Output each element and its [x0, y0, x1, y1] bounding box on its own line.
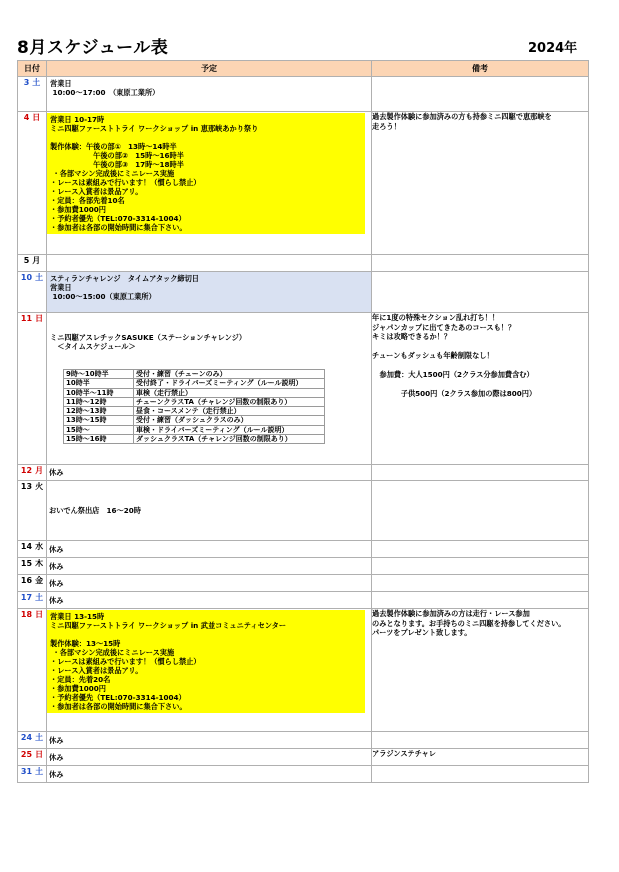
- plan-text: 休み: [49, 578, 64, 588]
- day-number: 12: [20, 466, 33, 476]
- date-cell: [18, 77, 47, 112]
- weekday: 木: [35, 559, 44, 569]
- date-cell: [18, 481, 47, 541]
- activity-cell: 昼食・コースメンテ（走行禁止）: [134, 407, 325, 416]
- table-row: [18, 749, 589, 766]
- weekday: 月: [35, 466, 44, 476]
- header-row: [18, 61, 589, 77]
- column-header-note: 備考: [372, 61, 589, 77]
- weekday: 土: [32, 78, 41, 87]
- date-cell: [18, 575, 47, 592]
- note-cell: [372, 272, 589, 313]
- table-row: [18, 112, 589, 255]
- date-cell: [18, 592, 47, 609]
- time-schedule-table: [63, 369, 325, 444]
- weekday: 土: [35, 593, 44, 603]
- date-cell: [18, 255, 47, 272]
- time-cell: 15時～16時: [64, 435, 134, 444]
- note-cell: [372, 541, 589, 558]
- note-cell: アラジンステチャレ: [372, 749, 589, 766]
- table-row: [18, 481, 589, 541]
- note-cell: [372, 255, 589, 272]
- day-number: 17: [20, 593, 33, 603]
- time-schedule-row: [64, 379, 325, 388]
- table-row: [18, 732, 589, 749]
- time-cell: 9時～10時半: [64, 370, 134, 379]
- day-number: 14: [20, 542, 33, 552]
- note-cell: [372, 77, 589, 112]
- weekday: 金: [35, 576, 44, 586]
- day-number: 3: [23, 78, 30, 87]
- date-cell: [18, 465, 47, 481]
- table-row: [18, 255, 589, 272]
- weekday: 土: [35, 767, 44, 777]
- weekday: 日: [35, 314, 44, 323]
- day-number: 18: [20, 610, 33, 620]
- plan-cell: [47, 272, 372, 313]
- plan-cell: [47, 465, 372, 481]
- column-header-date: 日付: [18, 61, 47, 77]
- note-cell: 過去製作体験に参加済みの方も持参ミニ四駆で恵那峡を 走ろう！: [372, 112, 589, 255]
- plan-cell: [47, 112, 372, 255]
- table-row: [18, 465, 589, 481]
- plan-cell: [47, 558, 372, 575]
- table-row: [18, 592, 589, 609]
- plan-text: スティランチャレンジ タイムアタック締切日 営業日 10:00～15:00（東原工業所）: [50, 274, 199, 301]
- day-number: 4: [23, 113, 30, 122]
- time-cell: 10時半: [64, 379, 134, 388]
- date-cell: [18, 732, 47, 749]
- plan-text: 営業日 10:00～17:00 （東原工業所）: [50, 79, 160, 97]
- time-cell: 15時～: [64, 425, 134, 434]
- plan-cell: [47, 749, 372, 766]
- plan-text: 営業日 10-17時 ミニ四駆ファーストトライ ワークショップ in 恵那峡あかり祭り 製作体験：午後の部① 13時～14時半 午後の部② 15時～16時半 午後の部③ 17時～18時半 ・各部マシン完成後にミニレース実施 ・レースは素組みで行います！（慣らし禁止） ・レース入賞者は景品アリ。 ・定員：各部先着10名 ・参加費1000円 ・予約者優先（TEL:070-3314-1004） ・参加者は各部の開始時間に集合下さい。: [47, 113, 365, 234]
- weekday: 火: [35, 482, 44, 492]
- plan-cell: [47, 77, 372, 112]
- table-row: [18, 313, 589, 465]
- day-number: 15: [20, 559, 33, 569]
- time-schedule-row: [64, 397, 325, 406]
- activity-cell: 車検・ドライバーズミーティング（ルール説明）: [134, 425, 325, 434]
- time-schedule-row: [64, 407, 325, 416]
- plan-text: 休み: [49, 595, 64, 605]
- plan-text: 休み: [49, 752, 64, 762]
- plan-cell: [47, 766, 372, 783]
- page-title: 8月スケジュール表: [17, 38, 169, 58]
- table-row: [18, 77, 589, 112]
- plan-text: おいでん祭出店 16～20時: [49, 506, 141, 516]
- weekday: 土: [35, 733, 44, 743]
- plan-cell: [47, 592, 372, 609]
- table-row: [18, 575, 589, 592]
- date-cell: [18, 766, 47, 783]
- column-header-plan: 予定: [47, 61, 372, 77]
- activity-cell: ダッシュクラスTA（チャレンジ回数の制限あり）: [134, 435, 325, 444]
- date-cell: [18, 112, 47, 255]
- day-number: 25: [20, 750, 33, 760]
- time-schedule-row: [64, 425, 325, 434]
- weekday: 日: [32, 113, 41, 122]
- activity-cell: 受付終了・ドライバーズミーティング（ルール説明）: [134, 379, 325, 388]
- plan-text: 休み: [49, 544, 64, 554]
- table-row: [18, 766, 589, 783]
- date-cell: [18, 558, 47, 575]
- activity-cell: チューンクラスTA（チャレンジ回数の制限あり）: [134, 397, 325, 406]
- day-number: 5: [23, 256, 30, 265]
- date-cell: [18, 541, 47, 558]
- note-cell: [372, 465, 589, 481]
- schedule-table: [17, 60, 589, 783]
- time-schedule-row: [64, 388, 325, 397]
- time-cell: 13時～15時: [64, 416, 134, 425]
- weekday: 土: [35, 273, 44, 282]
- date-cell: [18, 313, 47, 465]
- day-number: 31: [20, 767, 33, 777]
- note-cell: [372, 766, 589, 783]
- weekday: 日: [35, 750, 44, 760]
- date-cell: [18, 749, 47, 766]
- day-number: 16: [20, 576, 33, 586]
- weekday: 水: [35, 542, 44, 552]
- plan-text: 営業日 13-15時 ミニ四駆ファーストトライ ワークショップ in 武並コミュニティセンター 製作体験：13～15時 ・各部マシン完成後にミニレース実施 ・レースは素組みで行います！（慣らし禁止） ・レース入賞者は景品アリ。 ・定員：先着20名 ・参加費1000円 ・予約者優先（TEL:070-3314-1004） ・参加者は各部の開始時間に集合下さい。: [47, 610, 365, 713]
- time-cell: 11時～12時: [64, 397, 134, 406]
- note-cell: [372, 481, 589, 541]
- day-number: 13: [20, 482, 33, 492]
- note-cell: 過去製作体験に参加済みの方は走行・レース参加 のみとなります。お手持ちのミニ四駆を持参してください。 パーツをプレゼント致します。: [372, 609, 589, 732]
- plan-cell: [47, 575, 372, 592]
- plan-cell: [47, 481, 372, 541]
- plan-text: ミニ四駆アスレチックSASUKE（ステーションチャレンジ） ＜タイムスケジュール＞: [50, 333, 247, 351]
- weekday: 日: [35, 610, 44, 620]
- time-schedule-row: [64, 370, 325, 379]
- note-cell: [372, 732, 589, 749]
- weekday: 月: [32, 256, 41, 265]
- time-cell: 12時～13時: [64, 407, 134, 416]
- plan-text: 休み: [49, 468, 64, 478]
- day-number: 10: [20, 273, 33, 282]
- plan-cell: [47, 541, 372, 558]
- date-cell: [18, 609, 47, 732]
- plan-cell: [47, 313, 372, 465]
- note-cell: [372, 558, 589, 575]
- year-label: 2024年: [528, 41, 578, 56]
- activity-cell: 受付・練習（チューンのみ）: [134, 370, 325, 379]
- note-cell: [372, 592, 589, 609]
- day-number: 24: [20, 733, 33, 743]
- table-row: [18, 558, 589, 575]
- plan-cell: [47, 255, 372, 272]
- plan-text: 休み: [49, 769, 64, 779]
- plan-cell: [47, 732, 372, 749]
- plan-cell: [47, 609, 372, 732]
- note-cell: 年に1度の特殊セクション乱れ打ち！！ ジャパンカップに出てきたあのコースも！？ キミは攻略できるか！？ チューンもダッシュも年齢制限なし！ 参加費：大人1500円（2クラス分参加費含む） 子供500円（2クラス参加の際は800円）: [372, 313, 589, 465]
- plan-text: 休み: [49, 735, 64, 745]
- table-row: [18, 272, 589, 313]
- time-schedule-row: [64, 416, 325, 425]
- note-cell: [372, 575, 589, 592]
- activity-cell: 受付・練習（ダッシュクラスのみ）: [134, 416, 325, 425]
- activity-cell: 車検（走行禁止）: [134, 388, 325, 397]
- plan-text: 休み: [49, 561, 64, 571]
- time-cell: 10時半～11時: [64, 388, 134, 397]
- date-cell: [18, 272, 47, 313]
- time-schedule-row: [64, 435, 325, 444]
- table-row: [18, 609, 589, 732]
- table-row: [18, 541, 589, 558]
- day-number: 11: [20, 314, 33, 323]
